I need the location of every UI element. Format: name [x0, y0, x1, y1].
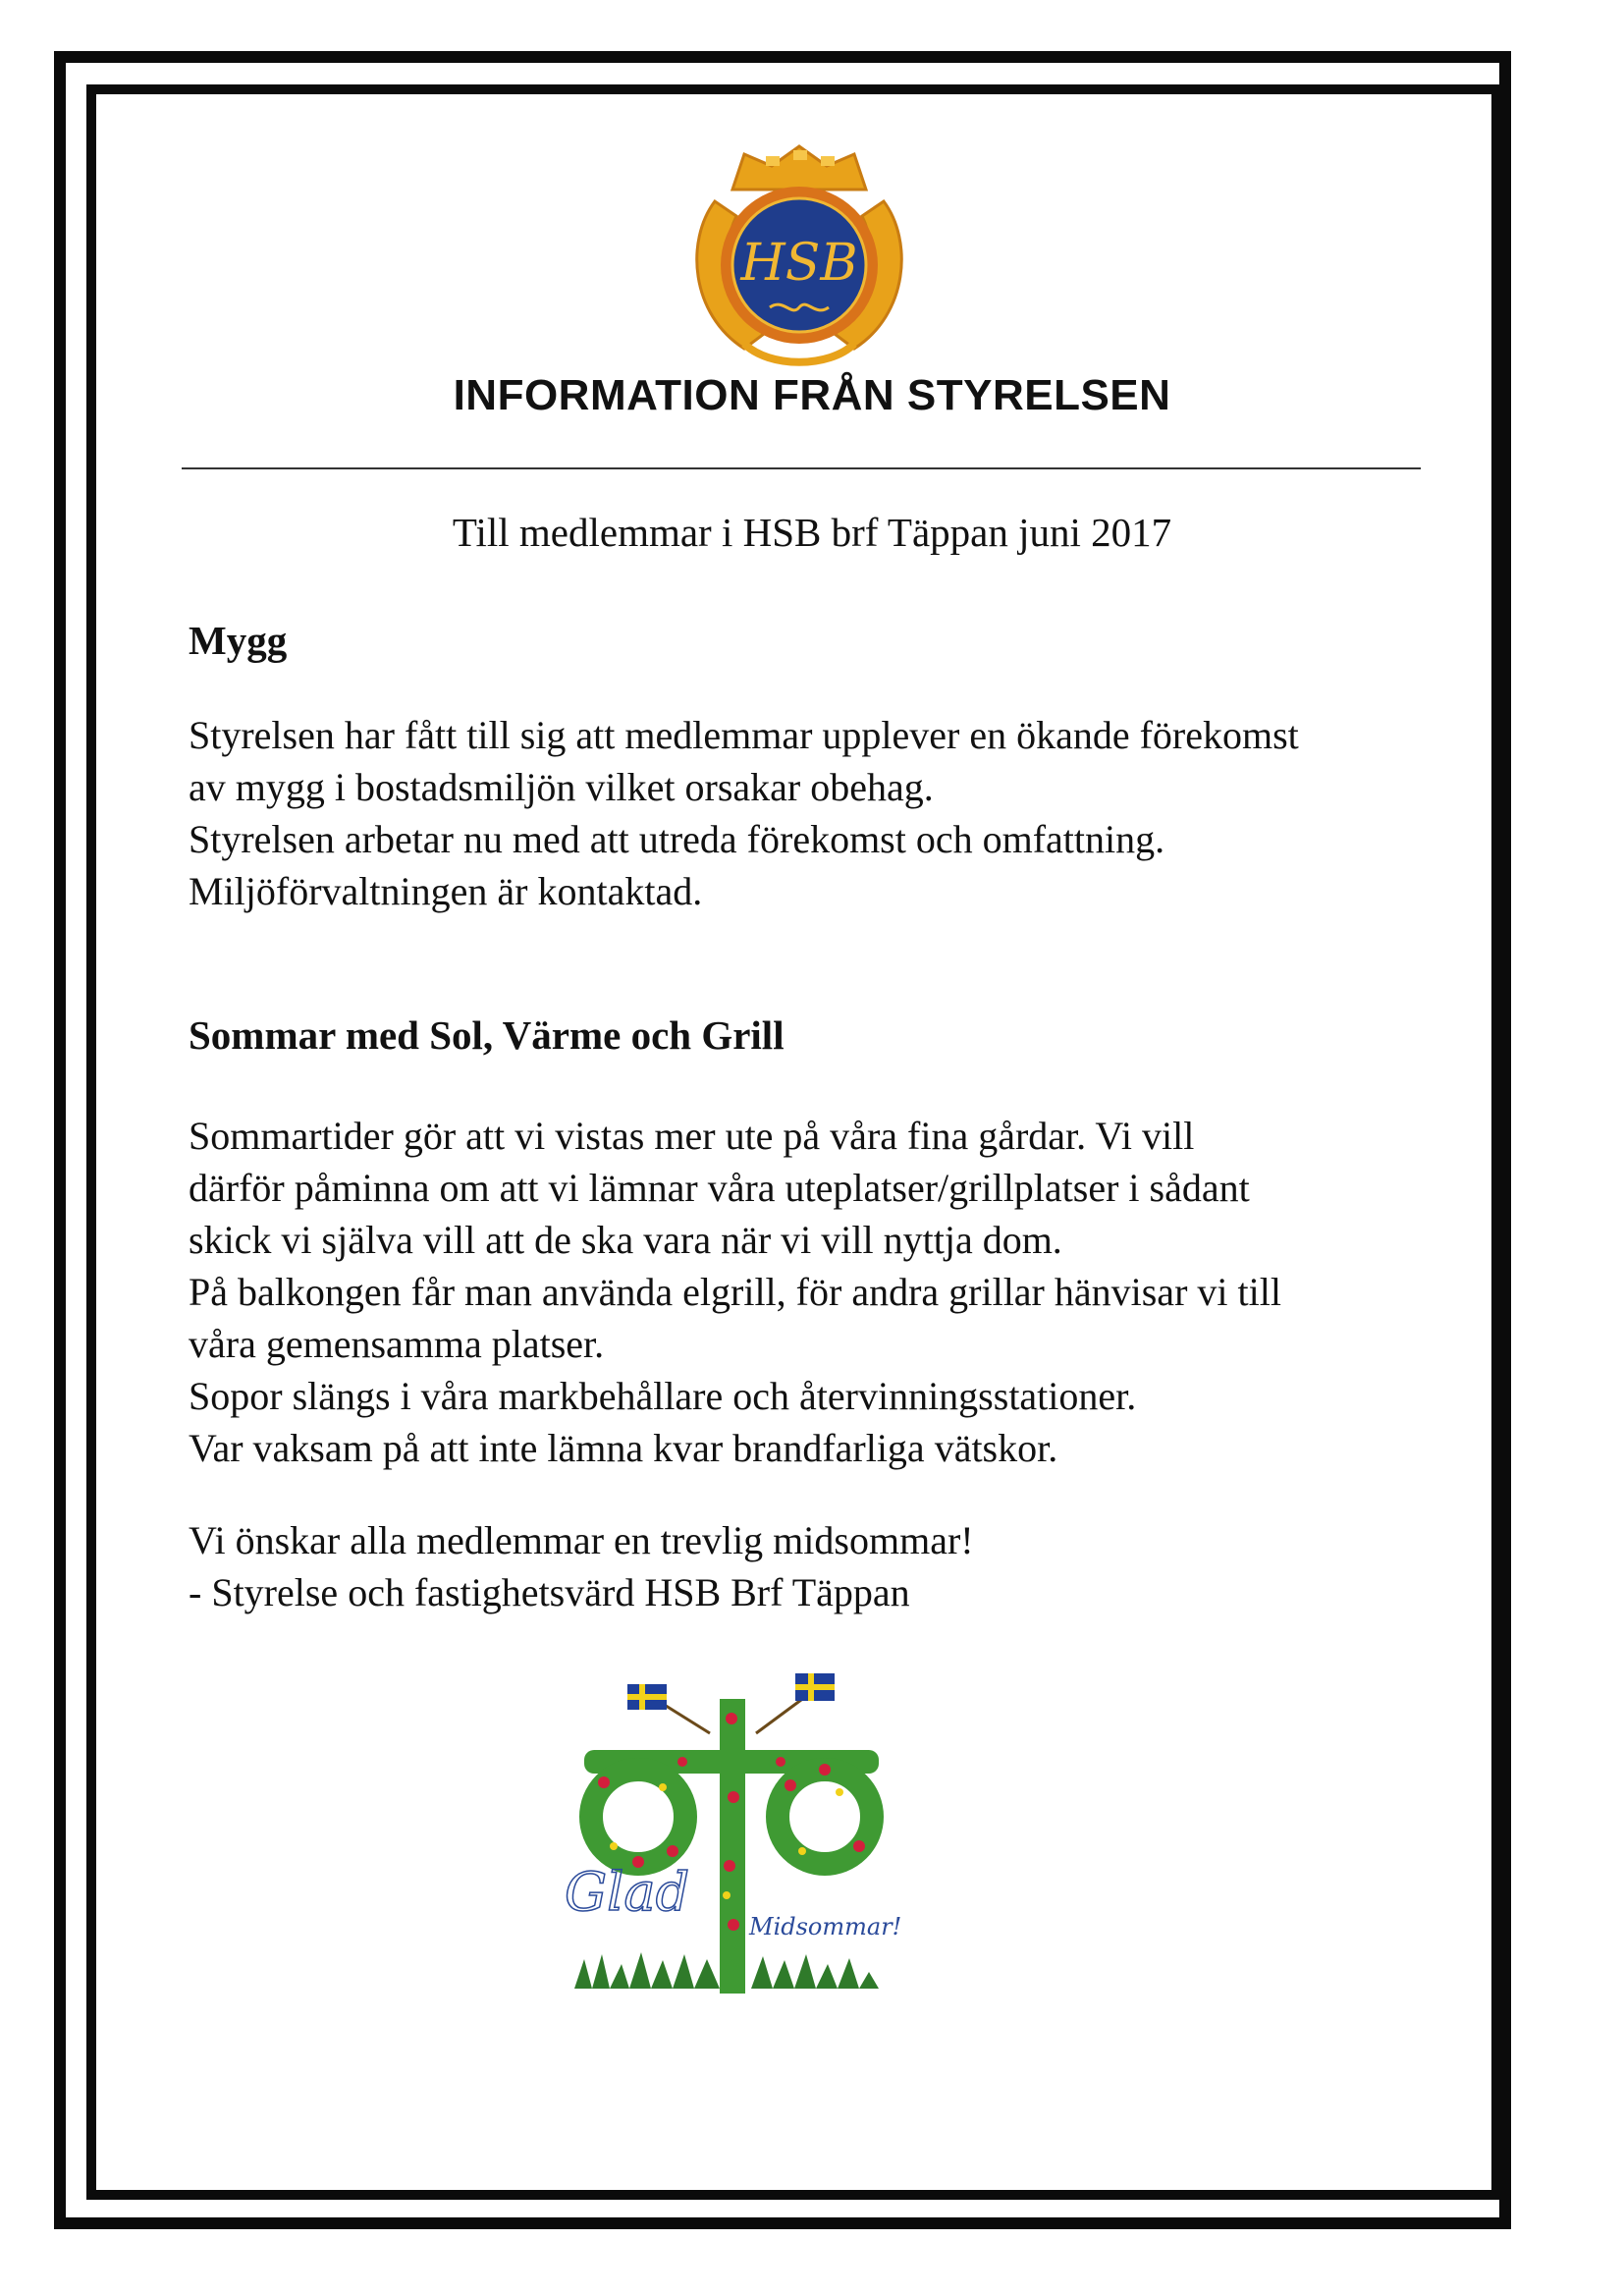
- body-line: Sommartider gör att vi vistas mer ute på våra fina gårdar. Vi vill: [189, 1114, 1195, 1158]
- body-line: av mygg i bostadsmiljön vilket orsakar obehag.: [189, 765, 934, 809]
- section-body-mygg: [189, 709, 1445, 917]
- midsommar-script: Midsommar!: [749, 1913, 902, 1940]
- section-body-sommar: [189, 1110, 1445, 1474]
- hsb-logo-icon: [676, 133, 923, 373]
- body-line: därför påminna om att vi lämnar våra uteplatser/grillplatser i sådant: [189, 1166, 1250, 1210]
- body-line: På balkongen får man använda elgrill, för andra grillar hänvisar vi till: [189, 1270, 1281, 1314]
- body-line: Sopor slängs i våra markbehållare och återvinningsstationer.: [189, 1374, 1137, 1418]
- svg-text:HSB: HSB: [740, 234, 858, 293]
- closing-line: - Styrelse och fastighetsvärd HSB Brf Täppan: [189, 1570, 910, 1614]
- section-title-mygg: Mygg: [189, 618, 288, 663]
- body-line: skick vi själva vill att de ska vara när vi vill nyttja dom.: [189, 1218, 1062, 1262]
- closing-line: Vi önskar alla medlemmar en trevlig midsommar!: [189, 1518, 974, 1562]
- notice-subtitle: Till medlemmar i HSB brf Täppan juni 2017: [452, 510, 1172, 555]
- page-heading: INFORMATION FRÅN STYRELSEN: [453, 371, 1171, 419]
- closing-text: [189, 1514, 1445, 1618]
- heading-divider: [182, 467, 1421, 469]
- body-line: Styrelsen har fått till sig att medlemmar upplever en ökande förekomst: [189, 713, 1299, 757]
- glad-script: Glad: [565, 1861, 690, 1923]
- body-line: Styrelsen arbetar nu med att utreda förekomst och omfattning.: [189, 817, 1165, 861]
- body-line: våra gemensamma platser.: [189, 1322, 605, 1366]
- body-line: Miljöförvaltningen är kontaktad.: [189, 869, 703, 913]
- body-line: Var vaksam på att inte lämna kvar brandfarliga vätskor.: [189, 1426, 1058, 1470]
- section-title-sommar: Sommar med Sol, Värme och Grill: [189, 1012, 785, 1058]
- maypole-illustration: [545, 1660, 918, 2003]
